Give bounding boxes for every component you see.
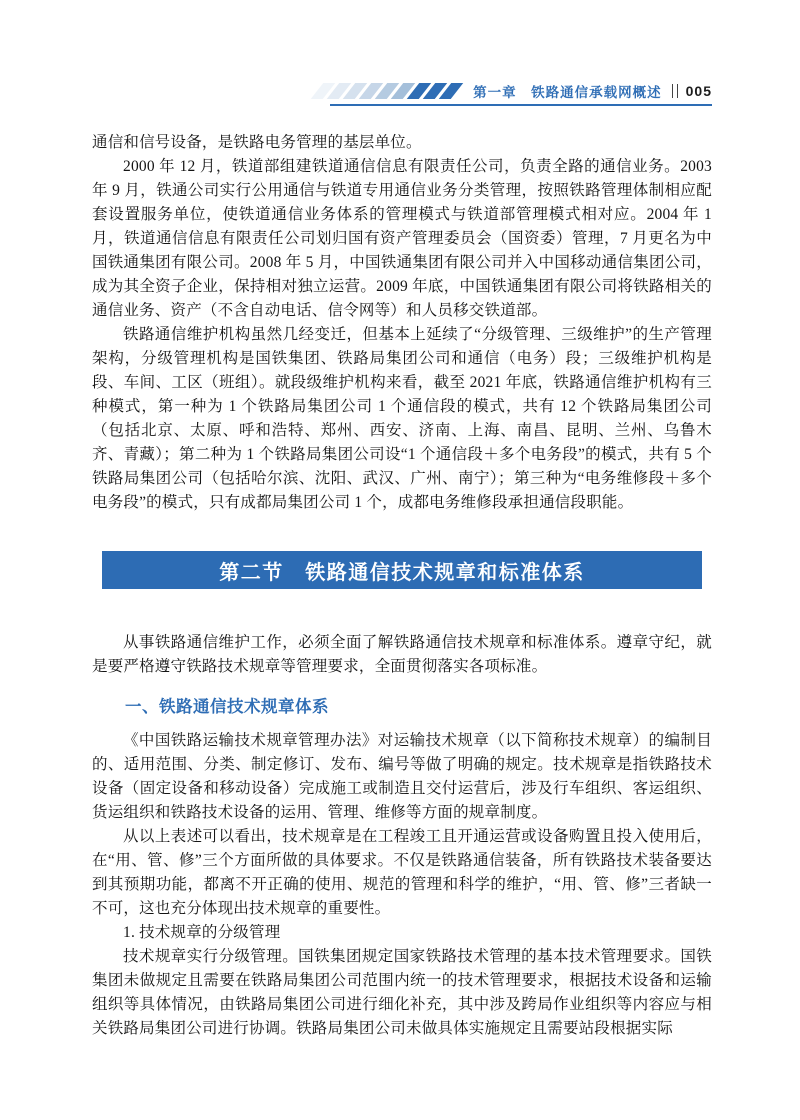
paragraph-overview: 从事铁路通信维护工作，必须全面了解铁路通信技术规章和标准体系。遵章守纪，就是要严格遵守铁路技术规章等管理要求，全面贯彻落实各项标准。 bbox=[92, 634, 712, 675]
list-item-heading: 1. 技术规章的分级管理 bbox=[123, 924, 281, 941]
subsection-heading: 一、铁路通信技术规章体系 bbox=[125, 698, 329, 716]
page-content bbox=[92, 131, 712, 1041]
paragraph-maintenance: 铁路通信维护机构虽然几经变迁，但基本上延续了“分级管理、三级维护”的生产管理架构，分级管理机构是国铁集团、铁路局集团公司和通信（电务）段；三级维护机构是段、车间、工区（班组）。就段级维护机构来看，截至 2021 年底，铁路通信维护机构有三种模式，第一种为 1 个铁路局集团公司 1 个通信段的模式，共有 12 个铁路局集团公司（包括北京、太原、呼和浩特、郑州、西安、济南、上海、南昌、昆明、兰州、乌鲁木齐、青藏）；第二种为 1 个铁路局集团公司设“1 个通信段＋多个电务段”的模式，共有 5 个铁路局集团公司（包括哈尔滨、沈阳、武汉、广州、南宁）；第三种为“电务维修段＋多个电务段”的模式，只有成都局集团公司 1 个，成都电务维修段承担通信段职能。 bbox=[92, 326, 712, 511]
paragraph-intro: 通信和信号设备，是铁路电务管理的基层单位。 bbox=[92, 134, 422, 151]
paragraph-regulation-definition: 《中国铁路运输技术规章管理办法》对运输技术规章（以下简称技术规章）的编制目的、适用范围、分类、制定修订、发布、编号等做了明确的规定。技术规章是指铁路技术设备（固定设备和移动设备）完成施工或制造且交付运营后，涉及行车组织、客运组织、货运组织和铁路技术设备的运用、管理、维修等方面的规章制度。 bbox=[92, 732, 712, 821]
section-heading-banner: 第二节 铁路通信技术规章和标准体系 bbox=[102, 551, 702, 589]
header-divider bbox=[672, 84, 678, 98]
running-head-chapter-title: 第一章 铁路通信承载网概述 bbox=[473, 85, 662, 100]
paragraph-grading-management: 技术规章实行分级管理。国铁集团规定国家铁路技术管理的基本技术管理要求。国铁集团未做规定且需要在铁路局集团公司范围内统一的技术管理要求，根据技术设备和运输组织等具体情况，由铁路局集团公司进行细化补充，其中涉及跨局作业组织等内容应与相关铁路局集团公司进行协调。铁路局集团公司未做具体实施规定且需要站段根据实际 bbox=[92, 948, 712, 1037]
header-slash-decoration-icon bbox=[311, 83, 464, 99]
page-number: 005 bbox=[685, 83, 712, 99]
paragraph-history: 2000 年 12 月，铁道部组建铁道通信信息有限责任公司，负责全路的通信业务。2003 年 9 月，铁通公司实行公用通信与铁道专用通信业务分类管理，按照铁路管理体制相应配套设置服务单位，使铁道通信业务体系的管理模式与铁道部管理模式相对应。2004 年 1 月，铁道通信信息有限责任公司划归国有资产管理委员会（国资委）管理，7 月更名为中国铁通集团有限公司。2008 年 5 月，中国铁通集团有限公司并入中国移动通信集团公司，成为其全资子企业，保持相对独立运营。2009 年底，中国铁通集团有限公司将铁路相关的通信业务、资产（不含自动电话、信令网等）和人员移交铁道部。 bbox=[92, 158, 712, 319]
paragraph-regulation-usage: 从以上表述可以看出，技术规章是在工程竣工且开通运营或设备购置且投入使用后，在“用、管、修”三个方面所做的具体要求。不仅是铁路通信装备，所有铁路技术装备要达到其预期功能，都离不开正确的使用、规范的管理和科学的维护，“用、管、修”三者缺一不可，这也充分体现出技术规章的重要性。 bbox=[92, 828, 712, 917]
page-header bbox=[317, 78, 712, 104]
header-rule bbox=[330, 104, 712, 106]
